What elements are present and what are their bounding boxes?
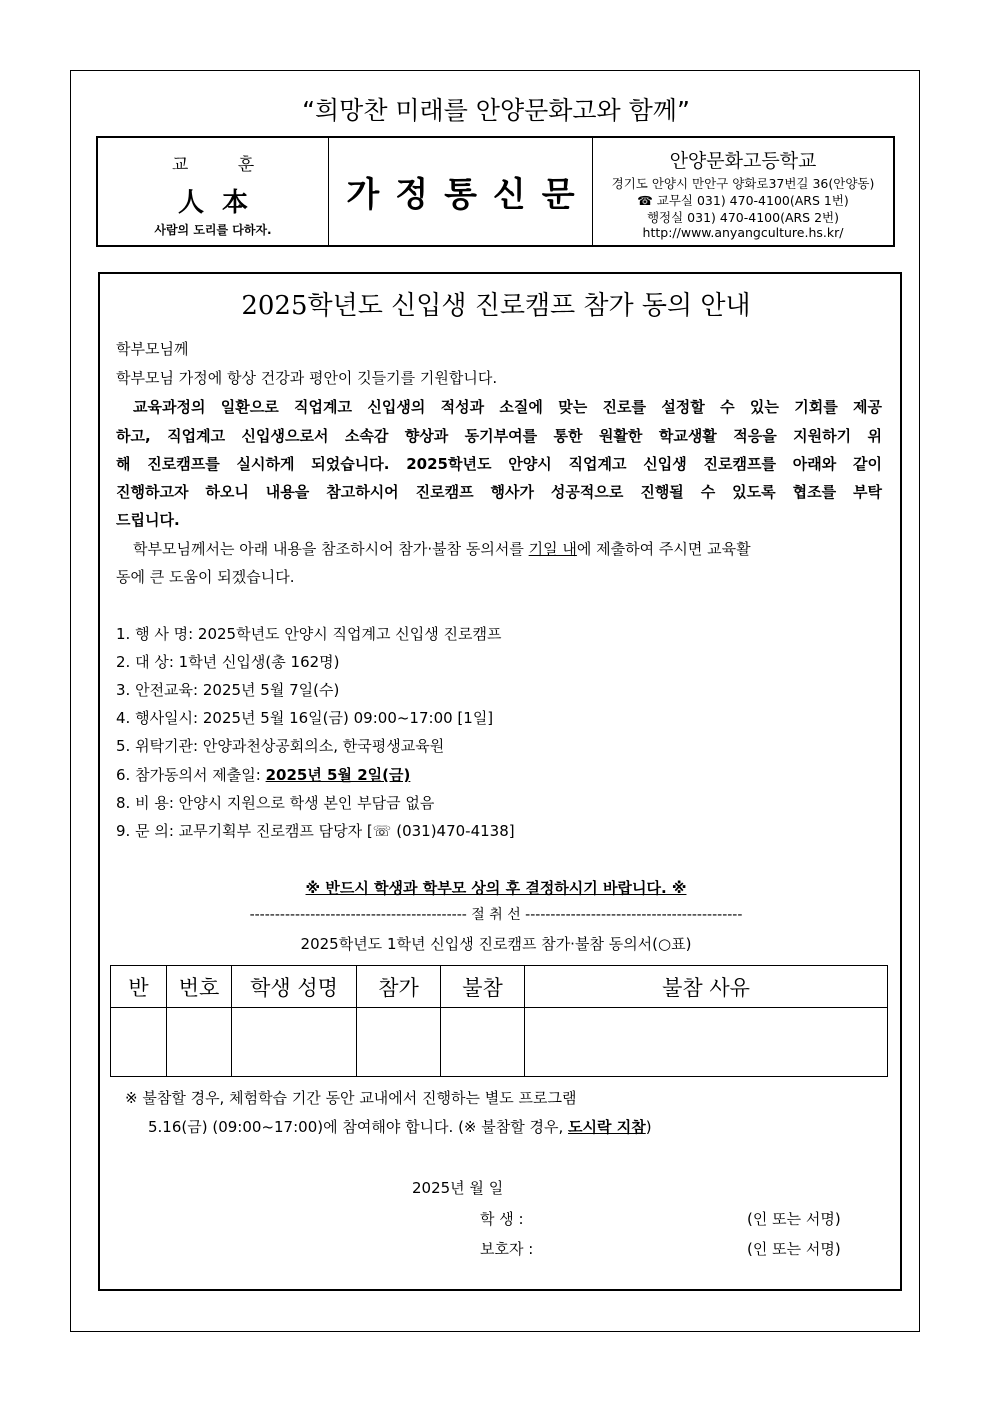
item-target: 2. 대 상: 1학년 신입생(총 162명)	[116, 653, 340, 671]
attend-cell[interactable]	[357, 1008, 441, 1077]
form-title: 2025학년도 1학년 신입생 진로캠프 참가·불참 동의서(○표)	[300, 935, 692, 953]
table-header-row	[111, 966, 888, 1008]
greeting: 학부모님께	[116, 340, 189, 358]
footnote-text-c: )	[645, 1118, 652, 1136]
motto: 人本	[177, 188, 266, 218]
body-line-4: 진행하고자 하오니 내용을 참고하시어 진로캠프 행사가 성공적으로 진행될 수 있도록 협조를 부탁	[116, 483, 882, 501]
item-submission-date	[116, 764, 410, 785]
item-safety-education: 3. 안전교육: 2025년 5월 7일(수)	[116, 681, 340, 699]
body-line-2: 하고, 직업계고 신입생으로서 소속감 향상과 동기부여를 통한 원활한 학교생활 적응을 지원하기 위	[116, 427, 882, 445]
school-motto-box	[98, 138, 329, 245]
student-sign-note[interactable]: (인 또는 서명)	[747, 1210, 841, 1228]
phone-academic: ☎ 교무실 031) 470-4100(ARS 1번)	[637, 193, 849, 208]
school-info-box	[593, 138, 893, 245]
warning-note: ※ 반드시 학생과 학부모 상의 후 결정하시기 바랍니다. ※	[305, 879, 687, 897]
body-line-1: 교육과정의 일환으로 직업계고 신입생의 적성과 소질에 맞는 진로를 설정할 수 있는 기회를 제공	[133, 398, 882, 416]
request-line-1	[116, 538, 751, 559]
col-student-name: 학생 성명	[232, 966, 357, 1008]
student-name-cell[interactable]	[232, 1008, 357, 1077]
footnote-line-1: ※ 불참할 경우, 체험학습 기간 동안 교내에서 진행하는 별도 프로그램	[125, 1089, 577, 1107]
request-text-c: 에 제출하여 주시면 교육활	[576, 540, 751, 558]
consent-form-table	[110, 965, 888, 1077]
col-attend: 참가	[357, 966, 441, 1008]
school-slogan: “희망찬 미래를 안양문화고와 함께”	[302, 96, 690, 125]
submission-label: 6. 참가동의서 제출일:	[116, 766, 266, 784]
newsletter-title-box	[329, 138, 593, 245]
student-sign-label: 학 생 :	[480, 1210, 524, 1228]
intro-line: 학부모님 가정에 항상 건강과 평안이 깃들기를 기원합니다.	[116, 369, 498, 387]
col-absent: 불참	[441, 966, 525, 1008]
newsletter-header	[96, 136, 895, 247]
item-contact: 9. 문 의: 교무기획부 진로캠프 담당자 [☏ (031)470-4138]	[116, 822, 515, 840]
deadline-emphasis: 기일 내	[528, 540, 577, 558]
motto-subtitle: 사람의 도리를 다하자.	[154, 223, 272, 237]
footnote-line-2	[148, 1116, 652, 1137]
col-absent-reason: 불참 사유	[525, 966, 888, 1008]
body-line-5: 드립니다.	[116, 511, 180, 529]
absent-cell[interactable]	[441, 1008, 525, 1077]
notice-title: 2025학년도 신입생 진로캠프 참가 동의 안내	[241, 291, 751, 321]
guardian-sign-label: 보호자 :	[480, 1240, 534, 1258]
col-class: 반	[111, 966, 167, 1008]
lunch-note: 도시락 지참	[568, 1118, 646, 1136]
footnote-text-a: 5.16(금) (09:00~17:00)에 참여해야 합니다. (※ 불참할 경우,	[148, 1118, 569, 1136]
cut-line: ------------------------------------------- 절 취 선 -------------------------------------------	[249, 907, 743, 923]
absent-reason-cell[interactable]	[525, 1008, 888, 1077]
newsletter-title: 가정통신문	[346, 175, 591, 215]
guardian-sign-note[interactable]: (인 또는 서명)	[747, 1240, 841, 1258]
request-line-2: 동에 큰 도움이 되겠습니다.	[116, 568, 295, 586]
item-event-date: 4. 행사일시: 2025년 5월 16일(금) 09:00~17:00 [1일]	[116, 709, 494, 727]
motto-label: 교 훈	[171, 155, 277, 175]
number-cell[interactable]	[167, 1008, 232, 1077]
item-event-name: 1. 행 사 명: 2025학년도 안양시 직업계고 신입생 진로캠프	[116, 625, 502, 643]
request-text-a: 학부모님께서는 아래 내용을 참조하시어 참가·불참 동의서를	[133, 540, 529, 558]
col-number: 번호	[167, 966, 232, 1008]
school-address: 경기도 안양시 만안구 양화로37번길 36(안양동)	[611, 176, 875, 191]
class-cell[interactable]	[111, 1008, 167, 1077]
body-line-3: 해 진로캠프를 실시하게 되었습니다. 2025학년도 안양시 직업계고 신입생 진로캠프를 아래와 같이	[116, 455, 882, 473]
item-cost: 8. 비 용: 안양시 지원으로 학생 본인 부담금 없음	[116, 794, 435, 812]
school-name: 안양문화고등학교	[669, 150, 817, 172]
item-organizer: 5. 위탁기관: 안양과천상공회의소, 한국평생교육원	[116, 737, 445, 755]
signature-date: 2025년 월 일	[412, 1179, 504, 1197]
table-row	[111, 1008, 888, 1077]
phone-admin: 행정실 031) 470-4100(ARS 2번)	[646, 210, 839, 225]
submission-date: 2025년 5월 2일(금)	[265, 766, 411, 784]
school-website[interactable]: http://www.anyangculture.hs.kr/	[642, 225, 844, 240]
